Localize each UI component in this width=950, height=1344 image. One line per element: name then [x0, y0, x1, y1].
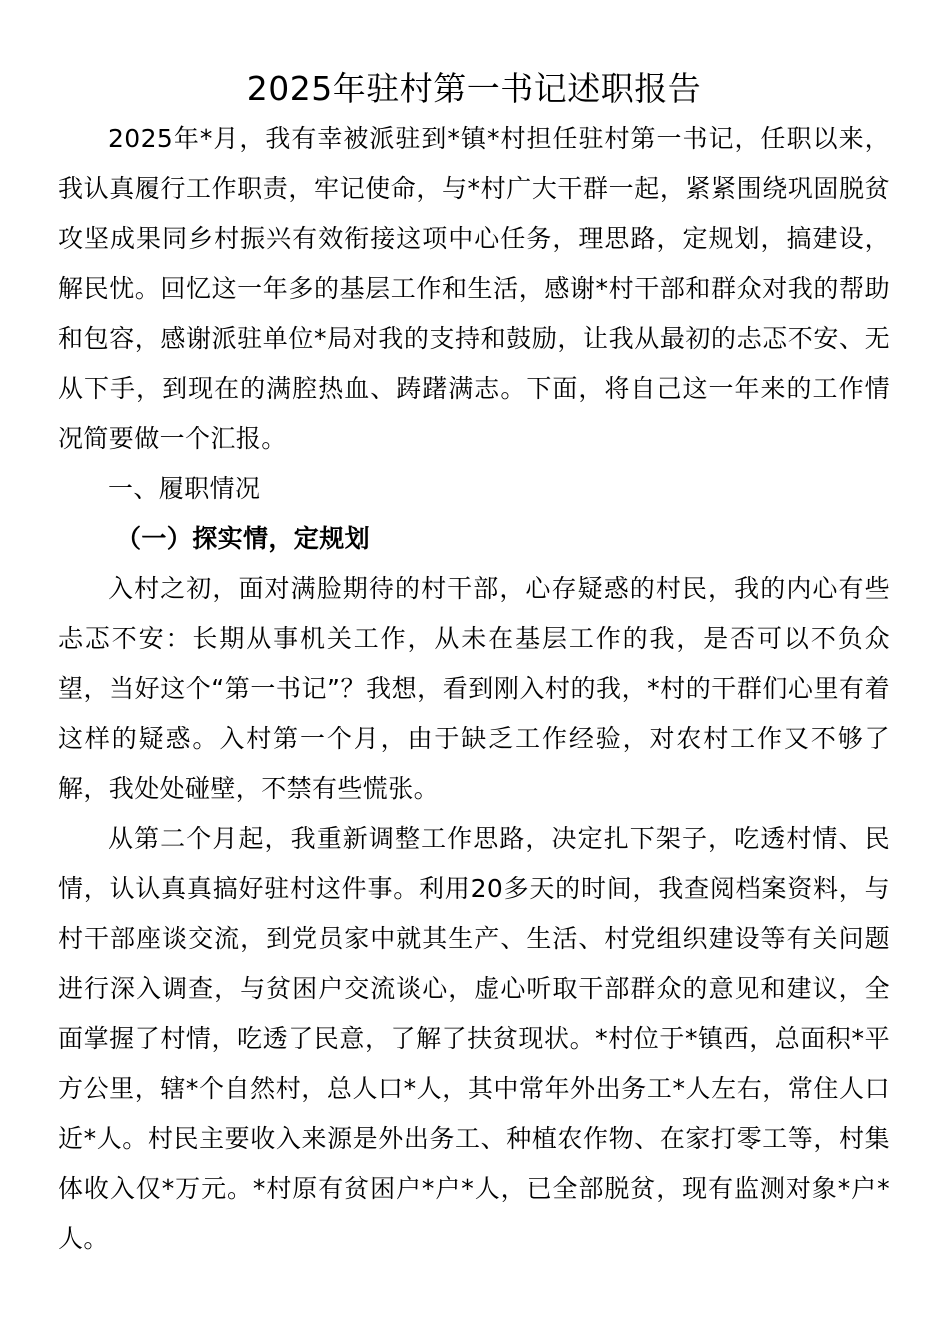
body-paragraph-arrival: 入村之初，面对满脸期待的村干部，心存疑惑的村民，我的内心有些忐忑不安：长期从事机关工作，从未在基层工作的我，是否可以不负众望，当好这个“第一书记”？我想，看到刚入村的我，*村的干群们心里有着这样的疑惑。入村第一个月，由于缺乏工作经验，对农村工作又不够了解，我处处碰壁，不禁有些慌张。: [58, 574, 890, 803]
intro-paragraph: 2025年*月，我有幸被派驻到*镇*村担任驻村第一书记，任职以来，我认真履行工作职责，牢记使命，与*村广大干群一起，紧紧围绕巩固脱贫攻坚成果同乡村振兴有效衔接这项中心任务，理思路，定规划，搞建设，解民忧。回忆这一年多的基层工作和生活，感谢*村干部和群众对我的帮助和包容，感谢派驻单位*局对我的支持和鼓励，让我从最初的忐忑不安、无从下手，到现在的满腔热血、踌躇满志。下面，将自己这一年来的工作情况简要做一个汇报。: [58, 124, 890, 453]
document-page: [58, 64, 890, 1264]
body-paragraph-investigation: 从第二个月起，我重新调整工作思路，决定扎下架子，吃透村情、民情，认认真真搞好驻村这件事。利用20多天的时间，我查阅档案资料，与村干部座谈交流，到党员家中就其生产、生活、村党组织建设等有关问题进行深入调查，与贫困户交流谈心，虚心听取干部群众的意见和建议，全面掌握了村情，吃透了民意，了解了扶贫现状。*村位于*镇西，总面积*平方公里，辖*个自然村，总人口*人，其中常年外出务工*人左右，常住人口近*人。村民主要收入来源是外出务工、种植农作物、在家打零工等，村集体收入仅*万元。*村原有贫困户*户*人，已全部脱贫，现有监测对象*户*人。: [58, 824, 890, 1253]
section-heading-performance: 一、履职情况: [108, 474, 261, 503]
document-title: 2025年驻村第一书记述职报告: [246, 69, 702, 108]
subsection-heading-investigation: （一）探实情，定规划: [116, 524, 371, 553]
